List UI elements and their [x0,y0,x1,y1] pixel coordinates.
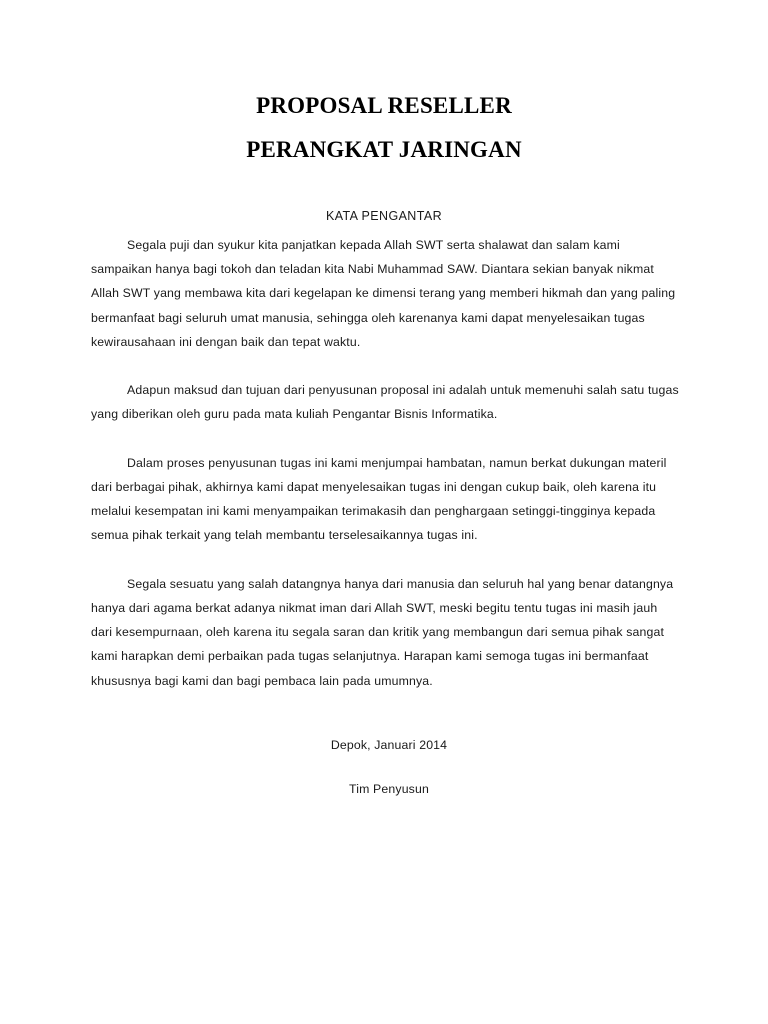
paragraph [91,378,681,426]
paragraph-line: khususnya bagi kami dan bagi pembaca lain pada umumnya. [91,673,433,688]
document-title-line-2: PERANGKAT JARINGAN [246,137,522,162]
section-heading: KATA PENGANTAR [325,209,443,223]
place-date: Depok, Januari 2014 [330,738,448,752]
paragraph-line: melalui kesempatan ini kami menyampaikan terimakasih dan penghargaan setinggi-tingginya kepada [91,504,656,519]
paragraph-line: kewirausahaan ini dengan baik dan tepat waktu. [91,334,361,349]
paragraph-line: Segala sesuatu yang salah datangnya hanya dari manusia dan seluruh hal yang benar datangnya [127,576,674,591]
paragraph-line: semua pihak terkait yang telah membantu terselesaikannya tugas ini. [91,528,478,543]
paragraph-line: hanya dari agama berkat adanya nikmat iman dari Allah SWT, meski begitu tentu tugas ini masih jauh [91,601,658,615]
paragraph-line: dari berbagai pihak, akhirnya kami dapat menyelesaikan tugas ini dengan cukup baik, oleh karena itu [91,480,657,494]
document-body [91,233,681,693]
paragraph-line: Allah SWT yang membawa kita dari kegelapan ke dimensi terang yang memberi hikmah dan yang paling [91,286,676,301]
paragraph-line: kami harapkan demi perbaikan pada tugas selanjutnya. Harapan kami semoga tugas ini bermanfaat [91,649,649,664]
paragraph-line: Adapun maksud dan tujuan dari penyusunan proposal ini adalah untuk memenuhi salah satu tugas [127,383,679,398]
paragraph-line: Dalam proses penyusunan tugas ini kami menjumpai hambatan, namun berkat dukungan materil [127,455,667,470]
paragraph [91,233,681,354]
paragraph [91,572,681,693]
document-title-line-1: PROPOSAL RESELLER [256,93,512,118]
paragraph-line: bermanfaat bagi seluruh umat manusia, sehingga oleh karenanya kami dapat menyelesaikan tugas [91,310,645,325]
paragraph-line: Segala puji dan syukur kita panjatkan kepada Allah SWT serta shalawat dan salam kami [127,238,620,252]
paragraph [91,451,681,548]
signature: Tim Penyusun [349,782,429,796]
paragraph-line: dari kesempurnaan, oleh karena itu segala saran dan kritik yang membangun dari semua pihak sangat [91,625,665,640]
paragraph-line: sampaikan hanya bagi tokoh dan teladan kita Nabi Muhammad SAW. Diantara sekian banyak nikmat [91,262,654,277]
paragraph-line: yang diberikan oleh guru pada mata kuliah Pengantar Bisnis Informatika. [91,407,498,422]
